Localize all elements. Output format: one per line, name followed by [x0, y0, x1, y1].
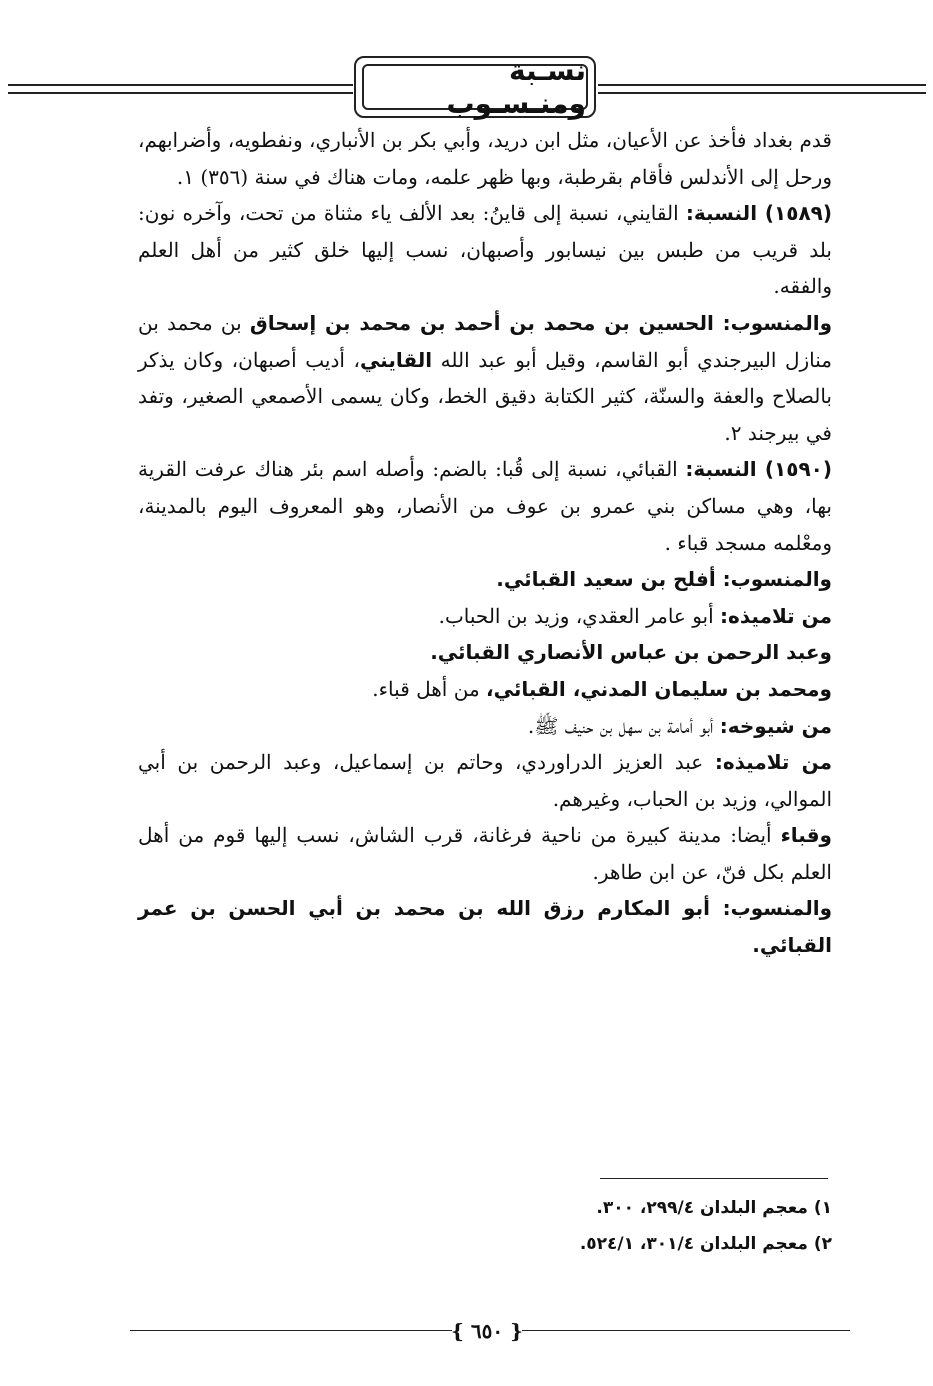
- page-number: { ٦٥٠ }: [451, 1319, 523, 1343]
- page-body: [138, 122, 832, 964]
- entry-bold: والمنسوب: أبو المكارم رزق الله بن محمد بن أبي الحسن بن عمر القبائي.: [138, 896, 832, 958]
- page-title: نسـبة ومنـسـوب: [362, 64, 588, 110]
- footnotes: [400, 1190, 832, 1262]
- paragraph-mansub-husayn: [138, 305, 832, 451]
- entry-label: وقباء: [780, 823, 832, 848]
- entry-label: من تلاميذه:: [714, 750, 832, 775]
- paragraph-mansub-abu-makarim: [138, 890, 832, 963]
- entry-label: (١٥٩٠) النسبة:: [685, 457, 832, 482]
- footnote-1: ١) معجم البلدان ٢٩٩/٤، ٣٠٠.: [596, 1198, 832, 1218]
- paragraph-teachers: [138, 708, 832, 745]
- entry-text: أيضا: مدينة كبيرة من ناحية فرغانة، قرب الشاش، نسب إليها قوم من أهل العلم بكل فنّ، عن ابن طاهر.: [138, 823, 832, 884]
- paragraph-students-1: [138, 598, 832, 635]
- entry-label: (١٥٨٩) النسبة:: [685, 201, 832, 226]
- entry-text: عبد العزيز الدراوردي، وحاتم بن إسماعيل، وعبد الرحمن بن أبي الموالي، وزيد بن الحباب، وغيرهم.: [138, 750, 832, 811]
- page-number-value: ٦٥٠: [470, 1319, 504, 1343]
- entry-label: من تلاميذه:: [720, 603, 832, 628]
- footer-rule-right: [522, 1330, 850, 1331]
- paragraph-muhammad: [138, 671, 832, 708]
- entry-bold: وعبد الرحمن بن عباس الأنصاري القبائي.: [430, 640, 832, 665]
- page-footer: [130, 1314, 850, 1348]
- entry-bold: القايني: [359, 347, 433, 372]
- paragraph-students-2: [138, 744, 832, 817]
- header-rule-left: [8, 84, 353, 94]
- entry-text: ، أديب أصبهان، وكان يذكر بالصلاح والعفة والسنّة، كثير الكتابة دقيق الخط، وكان يسمى الأصمعي الصغير، وتفد في بيرجند ٢.: [138, 347, 832, 445]
- paragraph-abd-rahman: [138, 634, 832, 671]
- entry-bold: والمنسوب: أفلح بن سعيد القبائي.: [496, 567, 832, 592]
- footnote-2: ٢) معجم البلدان ٣٠١/٤، ٥٢٤/١.: [579, 1234, 832, 1254]
- footer-rule-left: [130, 1330, 452, 1331]
- entry-text: بن محمد بن منازل البيرجندي أبو القاسم، وقيل أبو عبد الله: [138, 310, 832, 372]
- entry-text: من أهل قباء.: [372, 676, 487, 701]
- entry-text: القايني، نسبة إلى قاينُ: بعد الألف ياء مثناة من تحت، وآخره نون: بلد قريب من طبس بين نيسابور وأصبهان، نسب إليها خلق كثير من أهل العلم والفقه.: [138, 201, 832, 299]
- paragraph-1: قدم بغداد فأخذ عن الأعيان، مثل ابن دريد، وأبي بكر بن الأنباري، ونفطويه، وأضرابهم، ورحل إلى الأندلس فأقام بقرطبة، وبها ظهر علمه، ومات هناك في سنة (٣٥٦) ١.: [138, 128, 832, 189]
- paragraph-1590: [138, 451, 832, 561]
- entry-label: والمنسوب: الحسين بن محمد بن أحمد بن محمد بن إسحاق: [249, 310, 833, 335]
- entry-bold: ومحمد بن سليمان المدني، القبائي،: [486, 676, 832, 701]
- paragraph-mansub-aflah: [138, 561, 832, 598]
- entry-text: القبائي، نسبة إلى قُبا: بالضم: وأصله اسم بئر هناك عرفت القرية بها، وهي مساكن بني عمرو بن عوف من الأنصار، وهو المعروف اليوم بالمدينة، ومعْلمه مسجد قباء .: [138, 457, 832, 555]
- entry-label: من شيوخه:: [719, 713, 832, 738]
- header-rule-right: [598, 84, 926, 94]
- entry-text: أبو عامر العقدي، وزيد بن الحباب.: [438, 603, 721, 628]
- paragraph-1589: [138, 195, 832, 305]
- entry-text: أبو أمامة بن سهل بن حنيف ﷺ.: [527, 713, 720, 738]
- footnote-rule: [600, 1178, 828, 1179]
- paragraph-quba-city: [138, 817, 832, 890]
- header-title-frame: [354, 56, 596, 118]
